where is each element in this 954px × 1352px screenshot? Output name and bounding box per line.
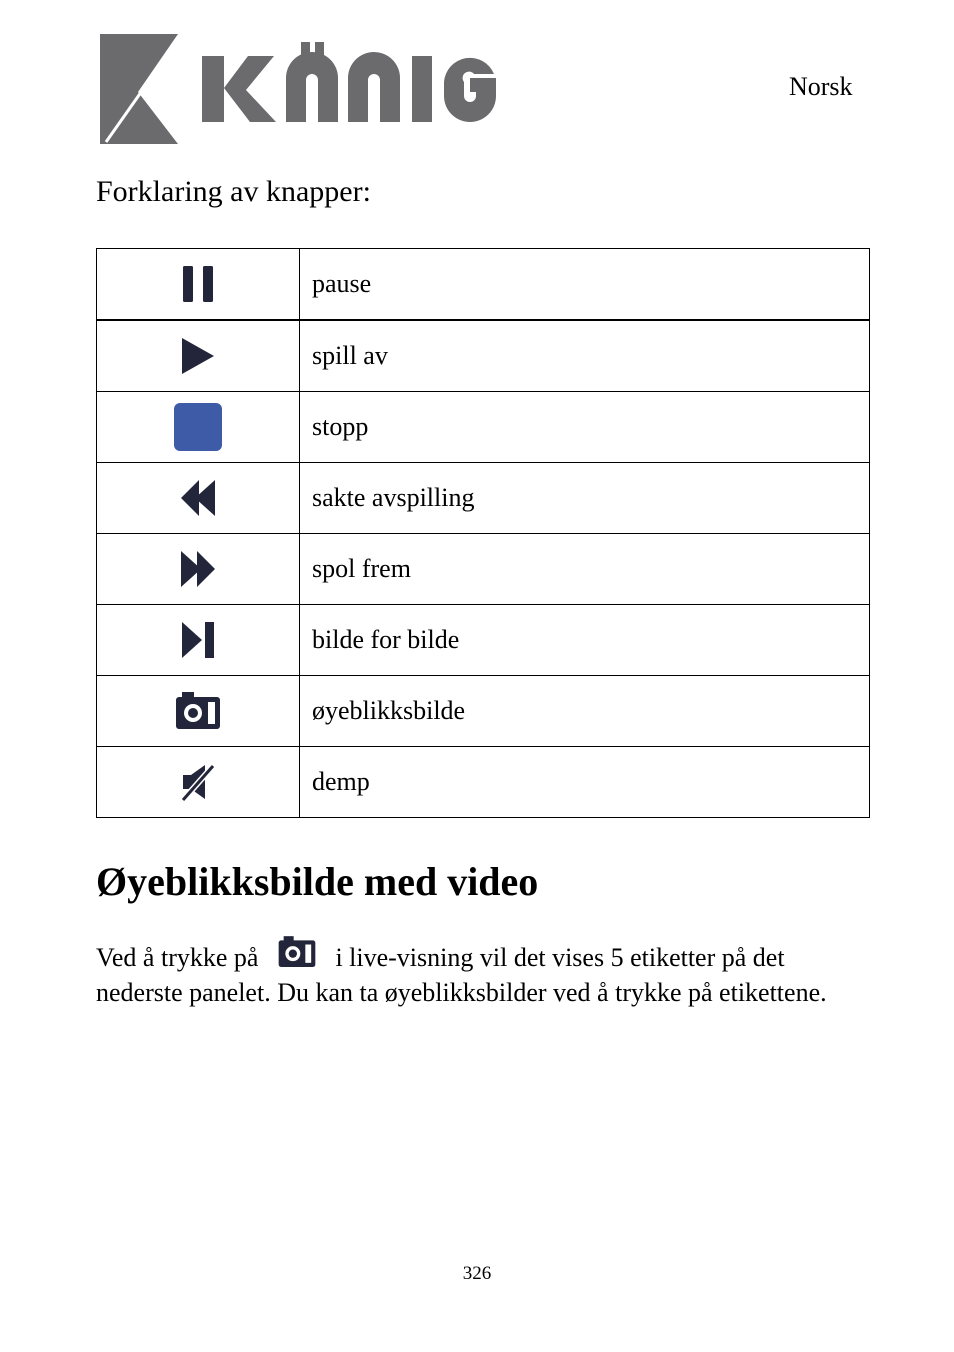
table-row — [97, 534, 870, 605]
legend-label: spol frem — [300, 534, 870, 605]
table-row — [97, 605, 870, 676]
table-row — [97, 249, 870, 321]
fast-forward-icon — [179, 549, 217, 589]
pause-icon — [181, 264, 215, 304]
legend-label: øyeblikksbilde — [300, 676, 870, 747]
table-row — [97, 676, 870, 747]
mute-icon — [179, 762, 217, 802]
play-icon — [180, 336, 216, 376]
legend-label: spill av — [300, 320, 870, 392]
paragraph-text-before: Ved å trykke på — [96, 943, 259, 972]
camera-icon — [174, 691, 222, 731]
stop-icon — [173, 402, 223, 452]
konig-logo — [98, 32, 518, 146]
paragraph-text-after: i live-visning vil det vises 5 etiketter på det nederste panelet. Du kan ta øyeblikksbilder ved å trykke på etikettene. — [96, 943, 827, 1008]
legend-label: pause — [300, 249, 870, 321]
legend-label: stopp — [300, 392, 870, 463]
page-number: 326 — [462, 1263, 492, 1284]
section-paragraph — [96, 942, 876, 1009]
legend-label: sakte avspilling — [300, 463, 870, 534]
table-row — [97, 392, 870, 463]
table-row — [97, 747, 870, 818]
legend-label: demp — [300, 747, 870, 818]
language-label: Norsk — [789, 72, 853, 101]
legend-heading: Forklaring av knapper: — [96, 175, 371, 208]
button-legend-table — [96, 248, 870, 818]
rewind-icon — [179, 478, 217, 518]
camera-icon — [277, 935, 317, 969]
frame-step-icon — [180, 620, 216, 660]
legend-label: bilde for bilde — [300, 605, 870, 676]
section-title: Øyeblikksbilde med video — [96, 859, 539, 904]
table-row — [97, 320, 870, 392]
table-row — [97, 463, 870, 534]
